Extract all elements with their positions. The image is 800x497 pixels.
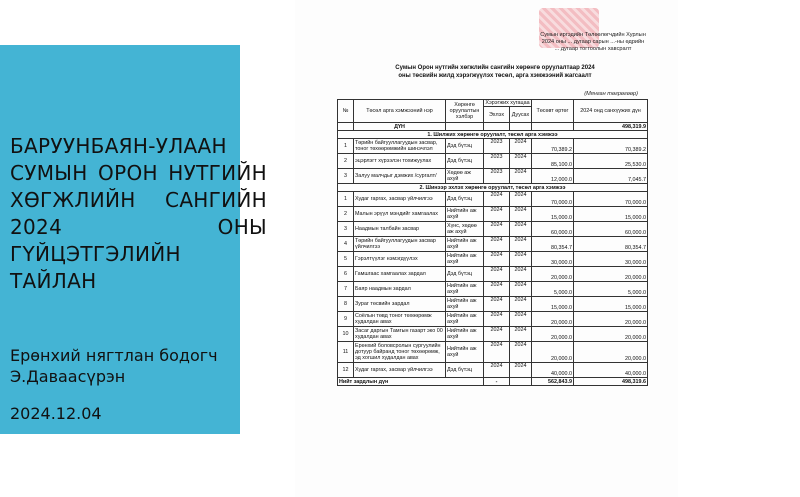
table-row (338, 237, 648, 252)
row-allocated: 80,354.7 (574, 237, 648, 252)
row-start-year: 2023 (484, 169, 510, 184)
row-start-year: 2024 (484, 297, 510, 312)
total-row (338, 123, 648, 131)
grand-total-empty (510, 378, 532, 386)
row-name: Төрийн байгууллагуудын засвар үйлчилгээ (354, 237, 446, 252)
row-source: Нийтийн аж ахуй (446, 297, 484, 312)
row-source: Хөдөө аж ахуй (446, 169, 484, 184)
row-allocated: 25,530.0 (574, 154, 648, 169)
header-timeframe: Хэрэгжих хугацаа (485, 100, 530, 106)
table-row (338, 169, 648, 184)
document-title-line: Сумын Орон нутгийн хөгжлийн сангийн хөрөнгө оруулалтаар 2024 (395, 65, 595, 71)
row-name: Малын эрүүл мэндийг хамгаалах (354, 207, 446, 222)
row-source: Нийтийн аж ахуй (446, 312, 484, 327)
row-source: Нийтийн аж ахуй (446, 342, 484, 363)
row-allocated: 40,000.0 (574, 363, 648, 378)
row-allocated: 20,000.0 (574, 267, 648, 282)
row-allocated: 15,000.0 (574, 297, 648, 312)
row-number: 6 (338, 267, 354, 282)
row-number: 2 (338, 154, 354, 169)
row-end-year: 2024 (510, 237, 532, 252)
approval-line: ... дугаар тогтоолын хавсралт (554, 46, 632, 52)
row-end-year: 2024 (510, 297, 532, 312)
document-title (355, 64, 635, 80)
row-name: Төрийн байгууллагуудын засвар, тоног төхөөрөмжийн шинэчлэл (354, 139, 446, 154)
section-title: 1. Шилжих хөрөнгө оруулалт, төсөл арга хэмжээ (338, 131, 648, 139)
header-number: № (338, 100, 354, 123)
row-budget: 20,000.0 (532, 267, 574, 282)
row-start-year: 2023 (484, 139, 510, 154)
row-number: 7 (338, 282, 354, 297)
author-name: Э.Даваасүрэн (10, 367, 126, 386)
approval-note (518, 32, 668, 53)
table-row (338, 327, 648, 342)
table-row (338, 154, 648, 169)
row-budget: 12,000.0 (532, 169, 574, 184)
row-start-year: 2024 (484, 192, 510, 207)
row-name: Худаг гаргах, засвар үйлчилгээ (354, 363, 446, 378)
row-end-year: 2024 (510, 327, 532, 342)
grand-total-budget: 562,843.9 (532, 378, 574, 386)
table-row (338, 192, 648, 207)
row-name: Гэрэлтүүлэг нэмэгдүүлэх (354, 252, 446, 267)
row-start-year: 2024 (484, 363, 510, 378)
budget-table (337, 99, 648, 386)
row-source: Нийтийн аж ахуй (446, 237, 484, 252)
row-name: Залуу малчдыг дэмжих /сургалт/ (354, 169, 446, 184)
row-allocated: 30,000.0 (574, 252, 648, 267)
report-date: 2024.12.04 (10, 404, 102, 423)
total-label: ДҮН (354, 123, 446, 131)
grand-total-row (338, 378, 648, 386)
row-number: 11 (338, 342, 354, 363)
row-start-year: 2023 (484, 154, 510, 169)
row-budget: 5,000.0 (532, 282, 574, 297)
approval-line: Сумын иргэдийн Төлөөлөгчдийн Хурлын (540, 32, 646, 38)
row-source: Нийтийн аж ахуй (446, 252, 484, 267)
header-name: Төсөл арга хэмжээний нэр (354, 100, 446, 123)
row-budget: 20,000.0 (532, 342, 574, 363)
row-name: Зураг төсвийн зардал (354, 297, 446, 312)
author-block (10, 345, 270, 387)
row-number: 1 (338, 192, 354, 207)
row-end-year: 2024 (510, 154, 532, 169)
row-name: Наадмын талбайн засвар (354, 222, 446, 237)
slide-title: БАРУУНБАЯН-УЛААН СУМЫН ОРОН НУТГИЙН ХӨГЖЛИЙН САНГИЙН 2024 ОНЫ ГҮЙЦЭТГЭЛИЙН ТАЙЛАН (10, 134, 267, 293)
row-name: Гамшгаас хамгаалах зардал (354, 267, 446, 282)
row-end-year: 2024 (510, 312, 532, 327)
row-number: 1 (338, 139, 354, 154)
row-number: 8 (338, 297, 354, 312)
row-budget: 20,000.0 (532, 327, 574, 342)
row-start-year: 2024 (484, 207, 510, 222)
unit-note: (Мянган төгрөгөөр) (584, 91, 638, 97)
row-number: 3 (338, 169, 354, 184)
header-budget: Төсөвт өртөг (532, 100, 574, 123)
row-budget: 60,000.0 (532, 222, 574, 237)
row-allocated: 70,000.0 (574, 192, 648, 207)
row-source: Нийтийн аж ахуй (446, 207, 484, 222)
row-end-year: 2024 (510, 252, 532, 267)
table-row (338, 267, 648, 282)
row-end-year: 2024 (510, 267, 532, 282)
row-source: Дэд бүтэц (446, 363, 484, 378)
row-end-year: 2024 (510, 342, 532, 363)
row-budget: 40,000.0 (532, 363, 574, 378)
row-allocated: 5,000.0 (574, 282, 648, 297)
row-source: Дэд бүтэц (446, 154, 484, 169)
row-number: 5 (338, 252, 354, 267)
header-source: Хөрөнгө оруулалтын хэлбэр (446, 100, 484, 123)
row-source: Дэд бүтэц (446, 267, 484, 282)
row-budget: 20,000.0 (532, 312, 574, 327)
total-allocated: 498,319.9 (574, 123, 648, 131)
row-source: Дэд бүтэц (446, 139, 484, 154)
budget-table-body (338, 123, 648, 386)
row-end-year: 2024 (510, 207, 532, 222)
row-allocated: 70,389.2 (574, 139, 648, 154)
section-header-row (338, 184, 648, 192)
row-allocated: 60,000.0 (574, 222, 648, 237)
row-end-year: 2024 (510, 282, 532, 297)
section-header-row (338, 131, 648, 139)
table-row (338, 207, 648, 222)
header-start: Эхлэх (484, 107, 510, 123)
row-budget: 80,354.7 (532, 237, 574, 252)
row-name: Засаг даргын Тамгын газарт эко 00 худалдан авах (354, 327, 446, 342)
row-number: 3 (338, 222, 354, 237)
row-start-year: 2024 (484, 312, 510, 327)
row-budget: 30,000.0 (532, 252, 574, 267)
row-name: Соёлын төвд тоног төхөөрөмж худалдан авах (354, 312, 446, 327)
row-budget: 15,000.0 (532, 297, 574, 312)
row-end-year: 2024 (510, 192, 532, 207)
row-number: 2 (338, 207, 354, 222)
row-number: 12 (338, 363, 354, 378)
author-position: Ерөнхий нягтлан бодогч (10, 346, 218, 365)
row-budget: 15,000.0 (532, 207, 574, 222)
row-source: Нийтийн аж ахуй (446, 282, 484, 297)
table-row (338, 282, 648, 297)
row-budget: 85,100.0 (532, 154, 574, 169)
section-title: 2. Шинээр эхлэх хөрөнгө оруулалт, төсөл арга хэмжээ (338, 184, 648, 192)
header-end: Дуусах (510, 107, 532, 123)
row-source: Хүнс, хөдөө аж ахуй (446, 222, 484, 237)
row-budget: 70,000.0 (532, 192, 574, 207)
header-allocated: 2024 онд санхүүжих дүн (574, 100, 648, 123)
row-start-year: 2024 (484, 327, 510, 342)
row-budget: 70,389.2 (532, 139, 574, 154)
table-row (338, 297, 648, 312)
table-row (338, 252, 648, 267)
row-start-year: 2024 (484, 342, 510, 363)
grand-total-label: Нийт зардлын дүн (338, 378, 484, 386)
row-name: эцэрлэгт хүрээлэн тохижуулах (354, 154, 446, 169)
row-allocated: 7,045.7 (574, 169, 648, 184)
row-end-year: 2024 (510, 139, 532, 154)
row-end-year: 2024 (510, 222, 532, 237)
row-source: Дэд бүтэц (446, 192, 484, 207)
table-row (338, 342, 648, 363)
row-number: 4 (338, 237, 354, 252)
row-start-year: 2024 (484, 267, 510, 282)
row-name: Баяр наадмын зардал (354, 282, 446, 297)
row-name: Худаг гаргах, засвар үйлчилгээ (354, 192, 446, 207)
row-allocated: 15,000.0 (574, 207, 648, 222)
row-number: 9 (338, 312, 354, 327)
row-start-year: 2024 (484, 282, 510, 297)
row-end-year: 2024 (510, 169, 532, 184)
scanned-document (295, 0, 678, 497)
row-allocated: 20,000.0 (574, 312, 648, 327)
row-name: Ерөнхий боловсролын сургуулийн дотуур байранд тоног төхөөрөмж, эд хогшил худалдан авах (354, 342, 446, 363)
table-row (338, 363, 648, 378)
approval-line: 2024 оны ... дугаар сарын ...-ны өдрийн (541, 39, 645, 45)
table-row (338, 139, 648, 154)
grand-total-dash: - (484, 378, 510, 386)
row-number: 10 (338, 327, 354, 342)
row-end-year: 2024 (510, 363, 532, 378)
document-title-line: оны төсвийн жилд хэрэгжүүлэх төсөл, арга хэмжээний жагсаалт (398, 73, 592, 79)
row-source: Нийтийн аж ахуй (446, 327, 484, 342)
row-start-year: 2024 (484, 237, 510, 252)
table-row (338, 312, 648, 327)
grand-total-allocated: 498,319.6 (574, 378, 648, 386)
row-start-year: 2024 (484, 252, 510, 267)
row-allocated: 20,000.0 (574, 342, 648, 363)
row-allocated: 20,000.0 (574, 327, 648, 342)
table-row (338, 222, 648, 237)
row-start-year: 2024 (484, 222, 510, 237)
